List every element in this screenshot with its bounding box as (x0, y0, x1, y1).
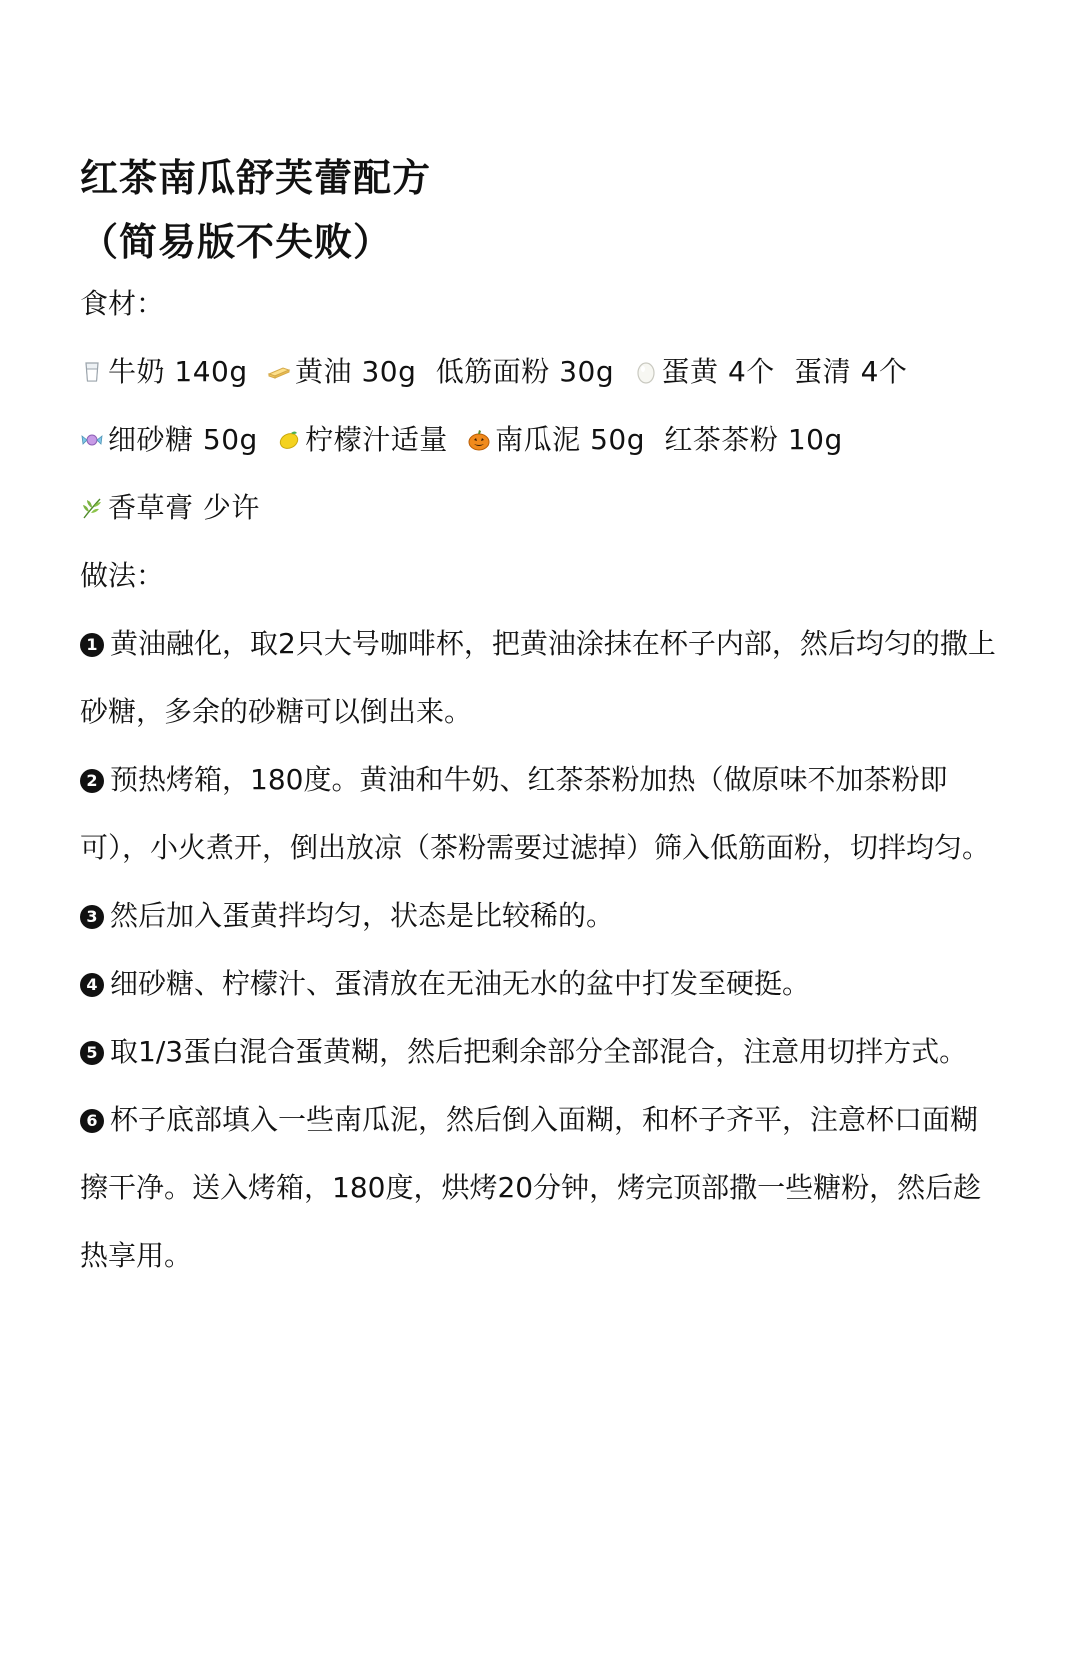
step-text: 杯子底部填入一些南瓜泥，然后倒入面糊，和杯子齐平，注意杯口面糊擦干净。送入烤箱，180度，烘烤20分钟，烤完顶部撒一些糖粉，然后趁热享用。 (80, 1103, 982, 1272)
step-6 (80, 1086, 1000, 1290)
ingredients-label: 食材： (80, 287, 165, 320)
ingredient-flour (436, 338, 614, 406)
ingredient-egg-yolk (634, 338, 775, 406)
ingredient-amount: 4个 (727, 355, 775, 388)
ingredient-black-tea-powder (664, 406, 842, 474)
ingredient-amount: 30g (559, 355, 615, 388)
ingredient-amount: 10g (787, 423, 843, 456)
ingredient-name: 蛋清 (794, 355, 852, 388)
ingredient-name: 低筋面粉 (435, 355, 550, 388)
step-4 (80, 950, 1000, 1018)
milk-glass-icon (80, 360, 104, 384)
method-label: 做法： (80, 559, 165, 592)
ingredient-vanilla-paste (80, 474, 260, 542)
step-text: 预热烤箱，180度。黄油和牛奶、红茶茶粉加热（做原味不加茶粉即可），小火煮开，倒出放凉（茶粉需要过滤掉）筛入低筋面粉，切拌均匀。 (80, 763, 991, 864)
herb-icon (80, 496, 104, 520)
step-number-badge: 3 (80, 905, 104, 929)
step-number-badge: 2 (80, 769, 104, 793)
ingredient-name: 南瓜泥 (495, 423, 581, 456)
ingredient-name: 牛奶 (108, 355, 166, 388)
ingredient-lemon-juice (277, 406, 448, 474)
ingredient-name: 红茶茶粉 (664, 423, 779, 456)
lemon-icon (277, 428, 301, 452)
ingredient-amount: 50g (202, 423, 258, 456)
ingredient-name: 细砂糖 (108, 423, 194, 456)
ingredient-amount: 少许 (202, 491, 260, 524)
ingredient-amount: 4个 (860, 355, 908, 388)
step-number-badge: 1 (80, 633, 104, 657)
pumpkin-icon (467, 428, 491, 452)
recipe-document (80, 150, 1000, 1290)
ingredient-amount: 50g (590, 423, 645, 456)
step-5 (80, 1018, 1000, 1086)
ingredients-line-1 (80, 338, 1000, 474)
egg-icon (634, 360, 658, 384)
ingredient-name: 蛋黄 (661, 355, 719, 388)
step-text: 取1/3蛋白混合蛋黄糊，然后把剩余部分全部混合，注意用切拌方式。 (110, 1035, 968, 1068)
ingredient-name: 柠檬汁适量 (305, 423, 448, 456)
step-text: 然后加入蛋黄拌均匀，状态是比较稀的。 (110, 899, 615, 932)
recipe-title: 红茶南瓜舒芙蕾配方 (80, 156, 432, 200)
step-text: 细砂糖、柠檬汁、蛋清放在无油无水的盆中打发至硬挺。 (110, 967, 811, 1000)
step-3 (80, 882, 1000, 950)
ingredients-line-2 (80, 474, 1000, 542)
butter-icon (267, 360, 291, 384)
ingredient-milk (80, 338, 248, 406)
ingredient-butter (267, 338, 416, 406)
ingredient-amount: 140g (174, 355, 248, 388)
ingredient-name: 黄油 (295, 355, 353, 388)
ingredient-name: 香草膏 (108, 491, 194, 524)
ingredient-egg-white (794, 338, 907, 406)
step-2 (80, 746, 1000, 882)
step-text: 黄油融化，取2只大号咖啡杯，把黄油涂抹在杯子内部，然后均匀的撒上砂糖，多余的砂糖可以倒出来。 (80, 627, 996, 728)
step-1 (80, 610, 1000, 746)
step-number-badge: 6 (80, 1109, 104, 1133)
step-number-badge: 5 (80, 1041, 104, 1065)
ingredient-sugar (80, 406, 258, 474)
recipe-subtitle: （简易版不失败） (80, 220, 393, 264)
ingredient-amount: 30g (361, 355, 417, 388)
candy-icon (80, 428, 104, 452)
ingredient-pumpkin-puree (467, 406, 645, 474)
step-number-badge: 4 (80, 973, 104, 997)
